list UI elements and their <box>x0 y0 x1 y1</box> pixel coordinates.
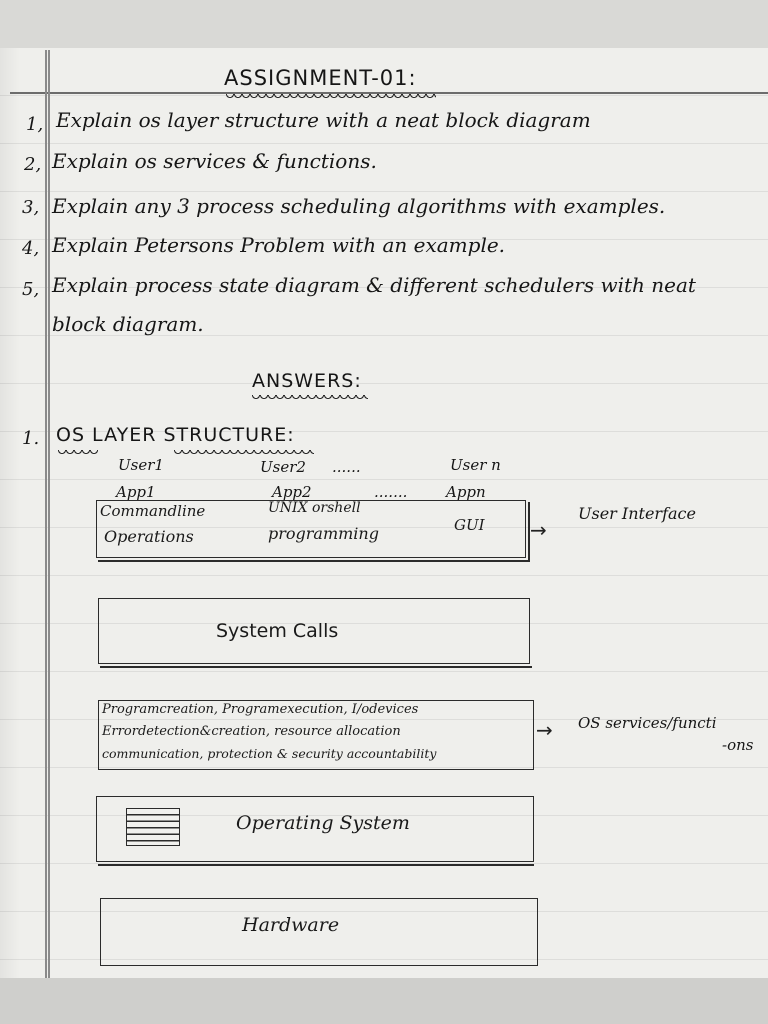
ui-operations-label: Operations <box>104 527 194 546</box>
user-ellipsis: ...... <box>332 458 361 476</box>
user-interface-label: User Interface <box>578 504 696 523</box>
app-ellipsis: ....... <box>374 483 408 501</box>
ui-gui-label: GUI <box>454 516 485 534</box>
box-depth-line <box>98 864 534 866</box>
question-number: 5, <box>22 279 40 300</box>
question-text: Explain os services & functions. <box>52 149 377 173</box>
arrow-right-icon: → <box>530 518 547 542</box>
ui-unix-label: UNIX orshell <box>268 500 361 516</box>
user-label: User n <box>450 456 501 474</box>
heading-underline <box>226 94 436 100</box>
margin-line-right <box>48 50 50 978</box>
ui-commandline-label: Commandline <box>100 502 206 520</box>
hardware-label: Hardware <box>242 914 340 936</box>
section-title: OS LAYER STRUCTURE: <box>56 424 295 446</box>
answers-underline <box>252 395 368 401</box>
margin-line-left <box>45 50 47 978</box>
section-number: 1. <box>22 428 40 449</box>
box-depth-line <box>100 666 532 668</box>
services-label-1: OS services/functi <box>578 714 717 732</box>
user-label: User2 <box>260 458 306 476</box>
section-underline-a <box>58 450 98 456</box>
app-label: App2 <box>272 483 312 501</box>
services-line-3: communication, protection & security accountability <box>102 746 437 761</box>
section-underline-b <box>174 450 314 456</box>
question-number: 4, <box>22 238 40 259</box>
app-label: Appn <box>446 483 486 501</box>
answers-heading: ANSWERS: <box>252 370 362 392</box>
operating-system-label: Operating System <box>236 812 410 834</box>
user-label: User1 <box>118 456 164 474</box>
services-line-2: Errordetection&creation, resource allocation <box>102 724 401 739</box>
services-line-1: Programcreation, Programexecution, I/odevices <box>102 702 419 717</box>
question-text: Explain os layer structure with a neat block diagram <box>56 108 591 132</box>
question-text: Explain any 3 process scheduling algorithms with examples. <box>52 194 666 218</box>
page-bottom-shadow <box>0 978 768 1024</box>
question-number: 3, <box>22 197 40 218</box>
question-number: 1, <box>26 114 44 135</box>
assignment-heading: ASSIGNMENT-01: <box>224 66 417 90</box>
arrow-right-icon: → <box>536 718 553 742</box>
question-text: Explain Petersons Problem with an example. <box>52 233 506 257</box>
ui-programming-label: programming <box>268 524 379 543</box>
os-stack-icon <box>126 808 180 846</box>
box-depth-line <box>98 560 530 562</box>
system-calls-label: System Calls <box>216 620 339 642</box>
question-text: block diagram. <box>52 312 204 336</box>
app-label: App1 <box>116 483 156 501</box>
services-label-2: -ons <box>722 736 754 754</box>
question-number: 2, <box>24 154 42 175</box>
question-text: Explain process state diagram & different schedulers with neat <box>52 273 696 297</box>
